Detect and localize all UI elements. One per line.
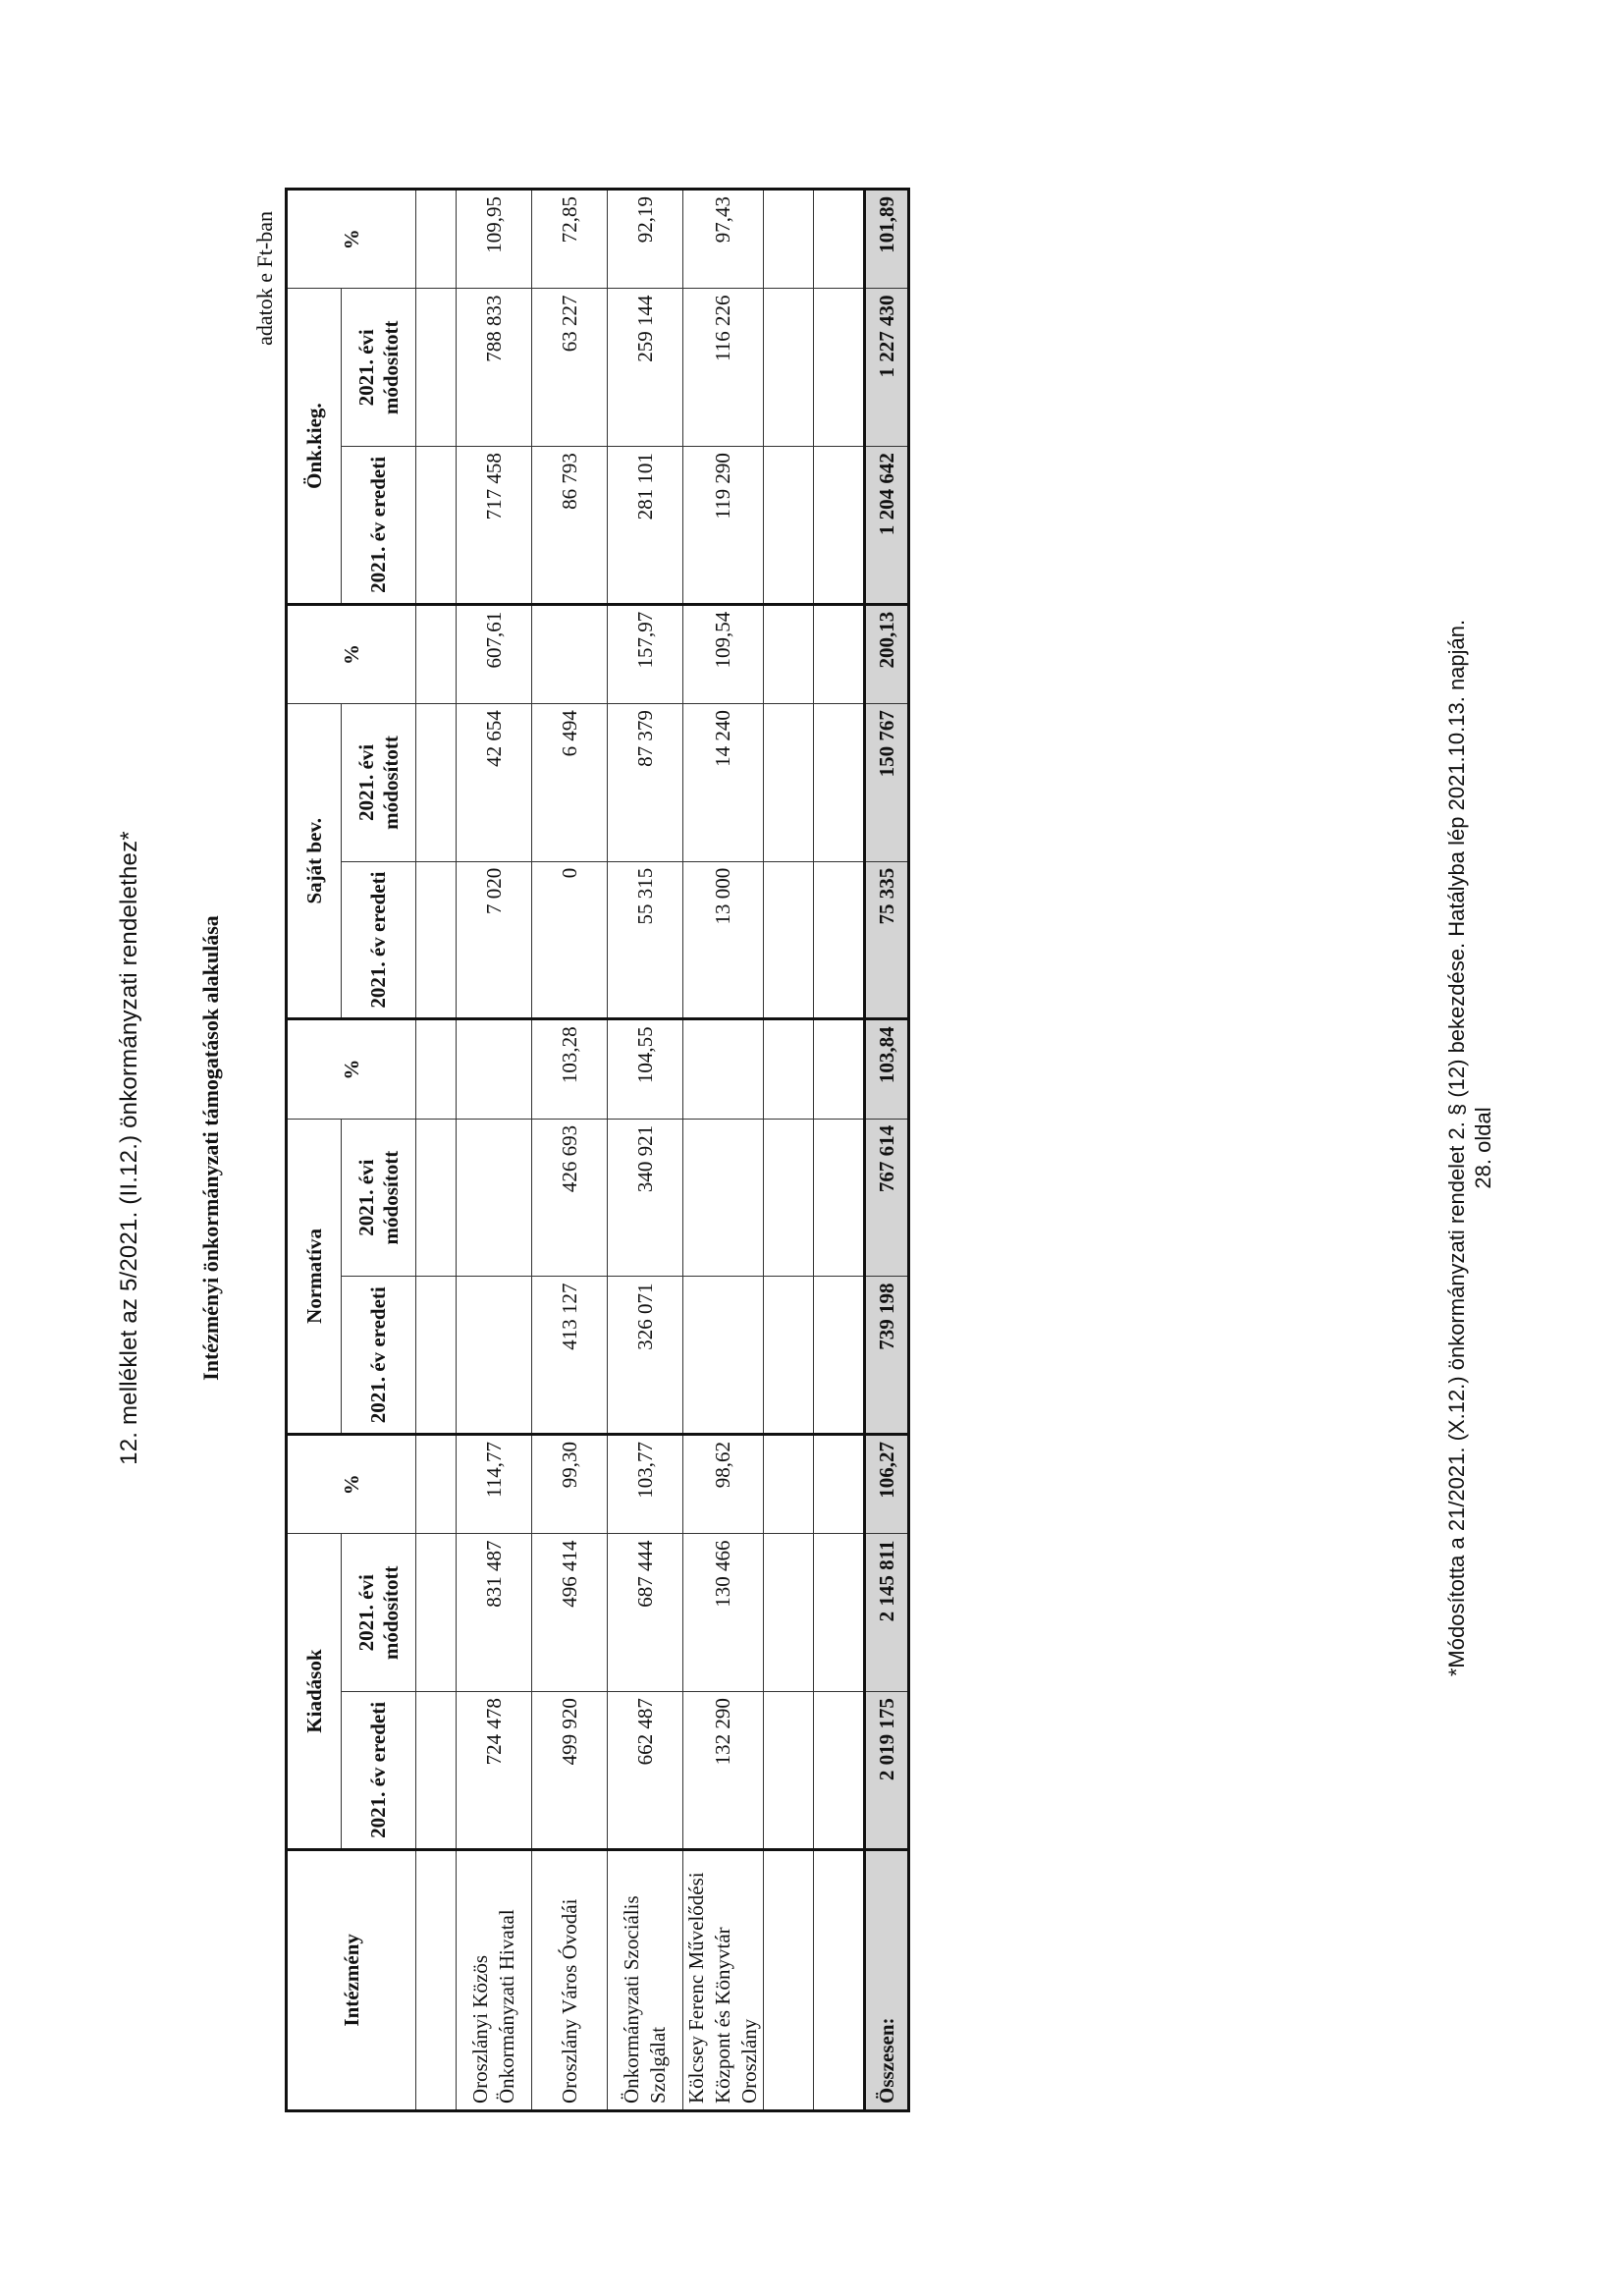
col-group-onk-kieg: Önk.kieg. <box>287 289 342 604</box>
cell-value: 281 101 <box>608 447 683 605</box>
cell-percent: 92,19 <box>608 190 683 290</box>
institution-name: Kölcsey Ferenc Művelődési Központ és Könyvtár Oroszlány <box>683 1849 764 2110</box>
col-header-modified: 2021. évi módosított <box>342 289 416 447</box>
cell-value: 116 226 <box>683 289 764 447</box>
cell-value: 717 458 <box>457 447 532 605</box>
cell-value: 0 <box>532 861 608 1019</box>
total-value: 75 335 <box>865 861 909 1019</box>
page-number: 28. oldal <box>1471 1107 1495 1189</box>
cell-percent <box>532 604 608 703</box>
cell-value: 14 240 <box>683 704 764 862</box>
cell-percent: 97,43 <box>683 190 764 290</box>
total-value: 2 019 175 <box>865 1692 909 1850</box>
col-group-sajat-bev: Saját bev. <box>287 704 342 1019</box>
total-value: 739 198 <box>865 1277 909 1435</box>
spacer-row <box>416 190 457 2111</box>
empty-row <box>814 190 865 2111</box>
cell-value: 426 693 <box>532 1119 608 1277</box>
total-value: 767 614 <box>865 1119 909 1277</box>
table-row <box>532 190 608 2111</box>
col-header-modified: 2021. évi módosított <box>342 704 416 862</box>
cell-value <box>683 1277 764 1435</box>
cell-value: 55 315 <box>608 861 683 1019</box>
cell-value: 130 466 <box>683 1534 764 1692</box>
total-label: Összesen: <box>865 1849 909 2110</box>
footnote <box>1443 0 1496 2296</box>
col-header-original: 2021. év eredeti <box>342 447 416 605</box>
total-value: 150 767 <box>865 704 909 862</box>
cell-value: 340 921 <box>608 1119 683 1277</box>
cell-value: 63 227 <box>532 289 608 447</box>
cell-value: 687 444 <box>608 1534 683 1692</box>
total-percent: 200,13 <box>865 604 909 703</box>
table-body <box>416 190 909 2111</box>
col-header-percent: % <box>287 604 416 703</box>
cell-value: 6 494 <box>532 704 608 862</box>
cell-value: 662 487 <box>608 1692 683 1850</box>
cell-percent <box>683 1019 764 1119</box>
cell-percent: 109,54 <box>683 604 764 703</box>
col-header-institution: Intézmény <box>287 1849 416 2110</box>
cell-value: 831 487 <box>457 1534 532 1692</box>
col-header-percent: % <box>287 1019 416 1119</box>
total-percent: 103,84 <box>865 1019 909 1119</box>
units-note: adatok e Ft-ban <box>252 211 277 346</box>
cell-value: 86 793 <box>532 447 608 605</box>
table-row <box>608 190 683 2111</box>
document-title: Intézményi önkormányzati támogatások alakulása <box>198 915 223 1381</box>
support-table <box>285 188 910 2112</box>
cell-value: 13 000 <box>683 861 764 1019</box>
cell-value: 87 379 <box>608 704 683 862</box>
cell-value <box>457 1277 532 1435</box>
cell-percent: 72,85 <box>532 190 608 290</box>
amendment-note: *Módosította a 21/2021. (X.12.) önkormányzati rendelet 2. § (12) bekezdése. Hatályba lép 2021.10.13. napján. <box>1444 619 1469 1677</box>
institution-name: Önkormányzati Szociális Szolgálat <box>608 1849 683 2110</box>
cell-value: 788 833 <box>457 289 532 447</box>
total-value: 2 145 811 <box>865 1534 909 1692</box>
cell-value <box>457 1119 532 1277</box>
cell-percent: 98,62 <box>683 1435 764 1534</box>
total-percent: 101,89 <box>865 190 909 290</box>
col-header-original: 2021. év eredeti <box>342 1277 416 1435</box>
total-row <box>865 190 909 2111</box>
table-row <box>457 190 532 2111</box>
col-header-original: 2021. év eredeti <box>342 861 416 1019</box>
cell-percent: 157,97 <box>608 604 683 703</box>
table-row <box>683 190 764 2111</box>
cell-percent: 103,28 <box>532 1019 608 1119</box>
institution-name: Oroszlányi Közös Önkormányzati Hivatal <box>457 1849 532 2110</box>
total-value: 1 227 430 <box>865 289 909 447</box>
col-header-modified: 2021. évi módosított <box>342 1119 416 1277</box>
cell-percent: 607,61 <box>457 604 532 703</box>
institution-name: Oroszlány Város Óvodái <box>532 1849 608 2110</box>
col-group-normativa: Normatíva <box>287 1119 342 1434</box>
col-header-original: 2021. év eredeti <box>342 1692 416 1850</box>
col-header-percent: % <box>287 1435 416 1534</box>
total-percent: 106,27 <box>865 1435 909 1534</box>
cell-percent: 99,30 <box>532 1435 608 1534</box>
cell-percent <box>457 1019 532 1119</box>
cell-value: 259 144 <box>608 289 683 447</box>
cell-value: 499 920 <box>532 1692 608 1850</box>
cell-value: 7 020 <box>457 861 532 1019</box>
cell-percent: 104,55 <box>608 1019 683 1119</box>
cell-value: 326 071 <box>608 1277 683 1435</box>
annex-header: 12. melléklet az 5/2021. (II.12.) önkormányzati rendelethez* <box>116 831 142 1465</box>
cell-value: 42 654 <box>457 704 532 862</box>
cell-value: 132 290 <box>683 1692 764 1850</box>
cell-value: 724 478 <box>457 1692 532 1850</box>
col-header-modified: 2021. évi módosított <box>342 1534 416 1692</box>
empty-row <box>764 190 814 2111</box>
cell-percent: 114,77 <box>457 1435 532 1534</box>
cell-value <box>683 1119 764 1277</box>
table-header <box>287 190 416 2111</box>
cell-percent: 109,95 <box>457 190 532 290</box>
col-header-percent: % <box>287 190 416 290</box>
cell-percent: 103,77 <box>608 1435 683 1534</box>
col-group-kiadasok: Kiadások <box>287 1534 342 1849</box>
total-value: 1 204 642 <box>865 447 909 605</box>
cell-value: 413 127 <box>532 1277 608 1435</box>
cell-value: 496 414 <box>532 1534 608 1692</box>
cell-value: 119 290 <box>683 447 764 605</box>
